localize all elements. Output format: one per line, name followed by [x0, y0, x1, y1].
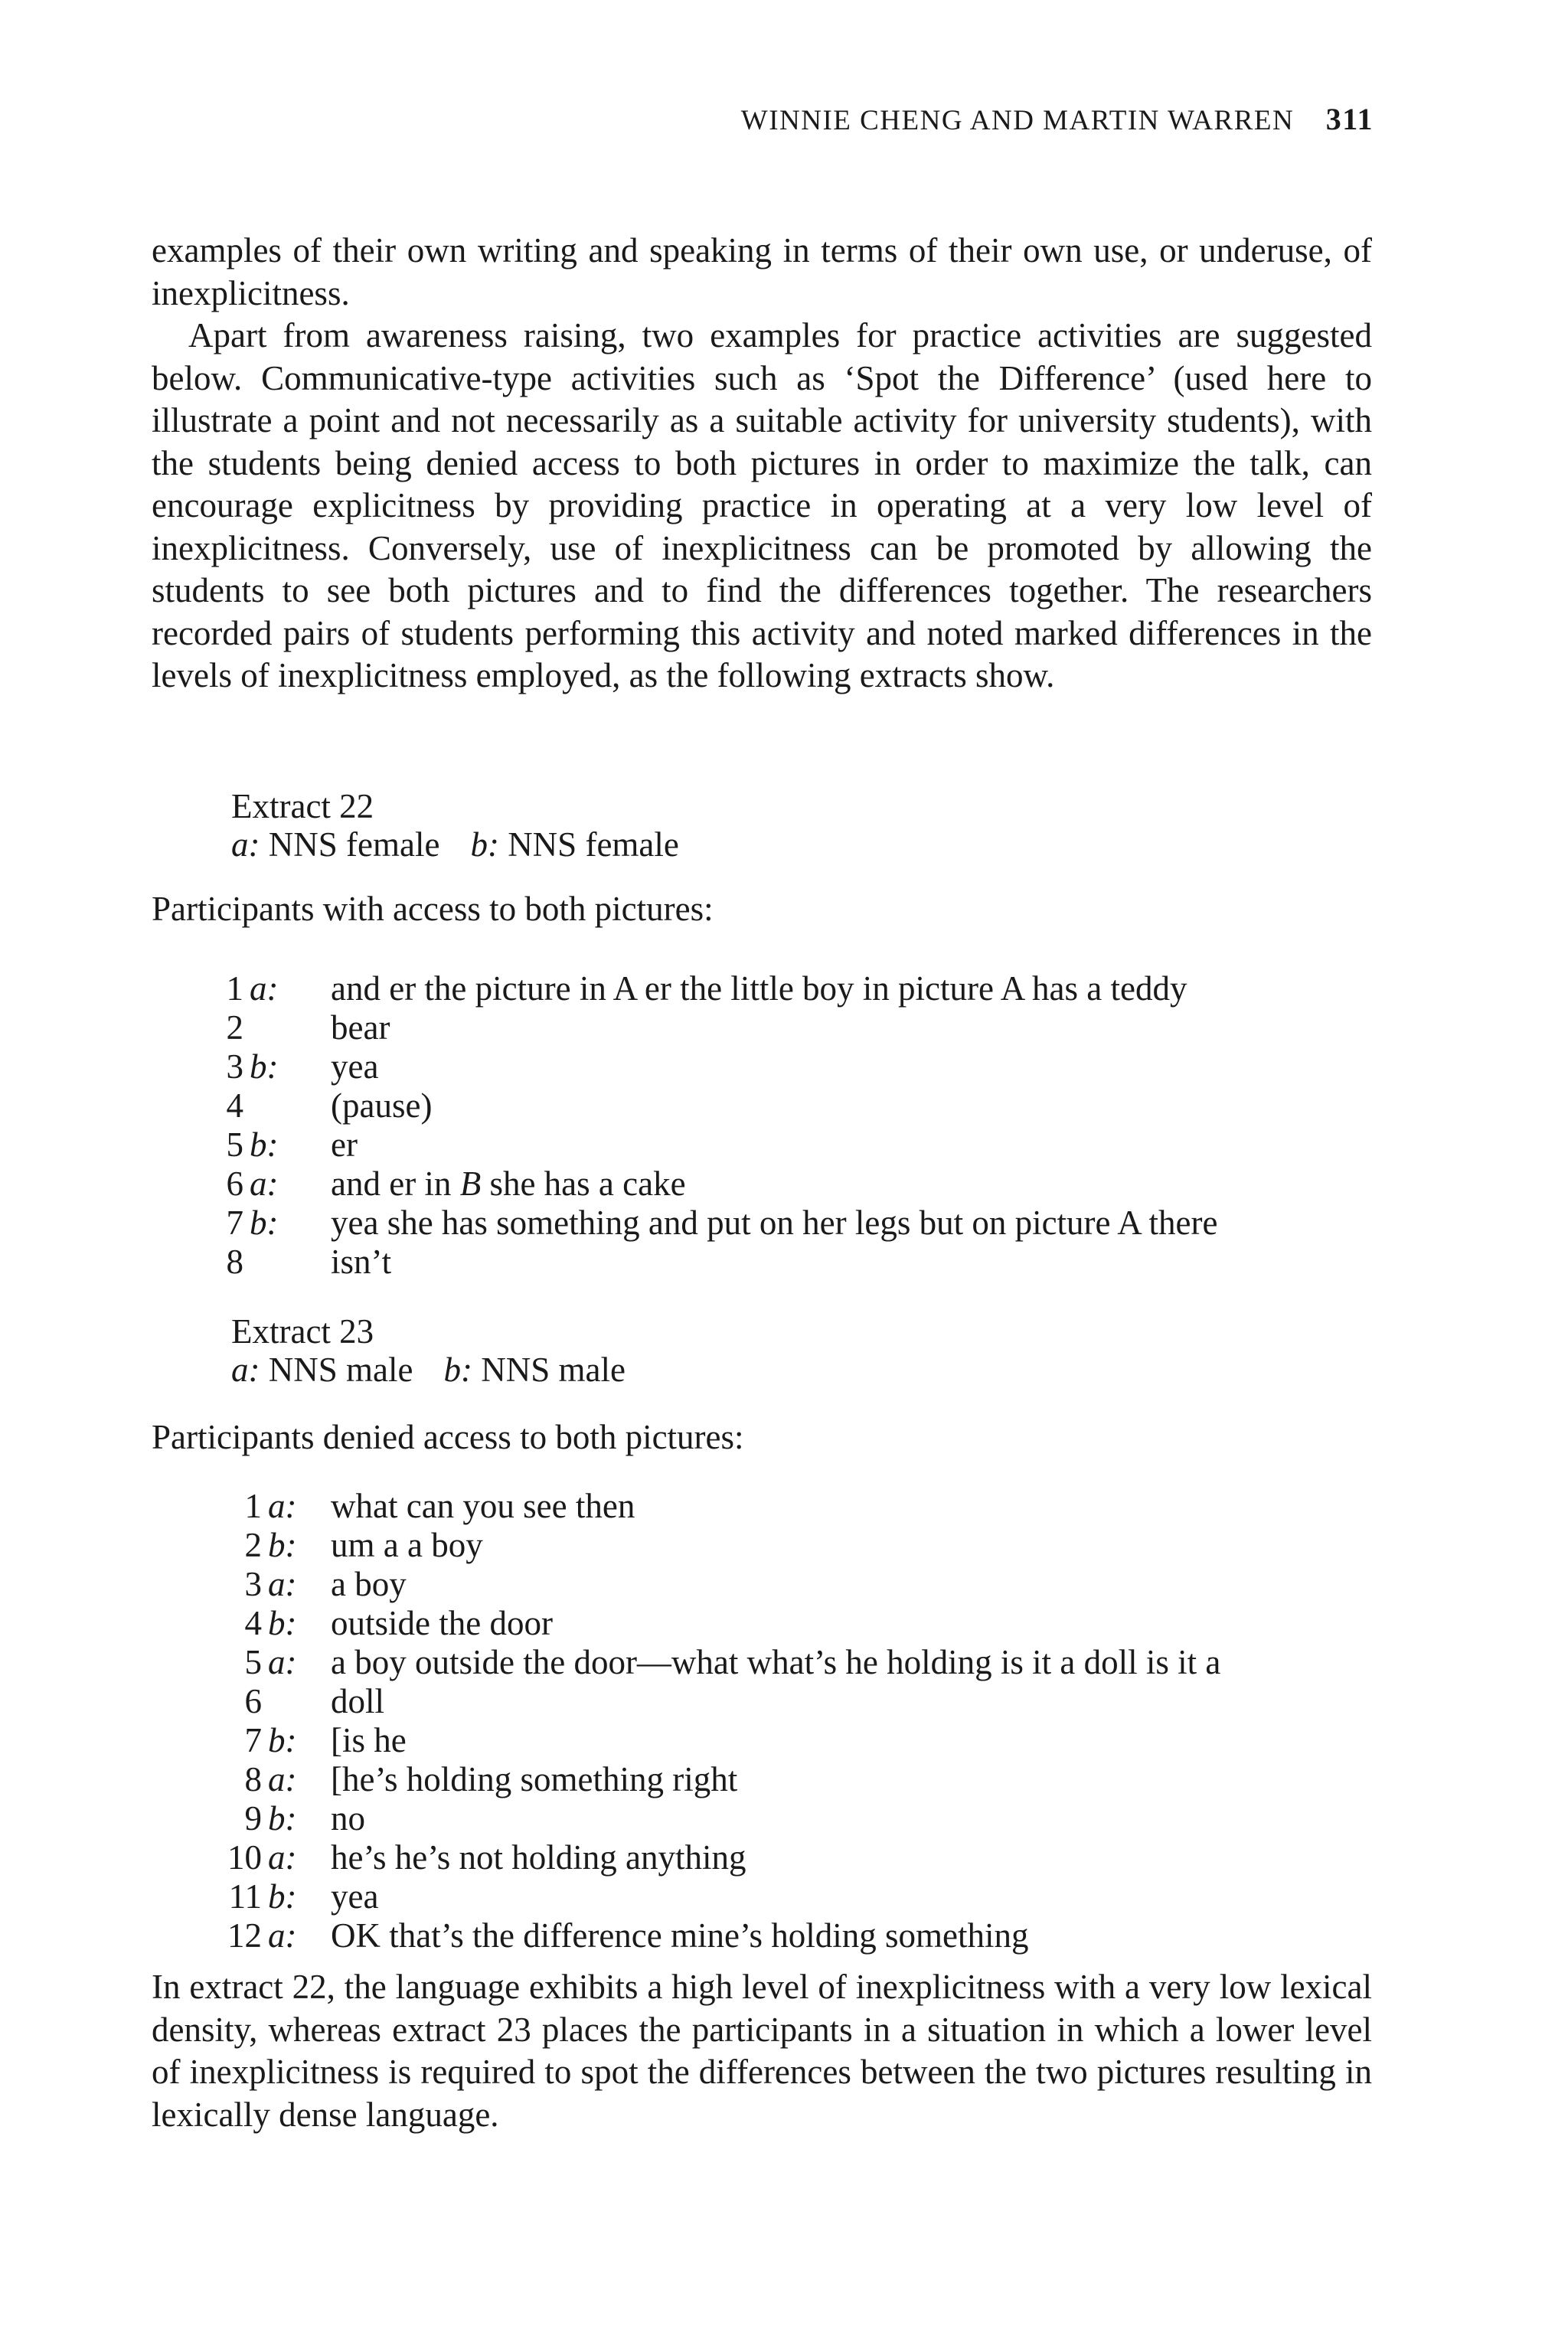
- speaker-code: a:: [268, 1916, 297, 1955]
- transcript-line: [191, 969, 1218, 1008]
- page-number: 311: [1325, 102, 1374, 136]
- speaker-code: a:: [250, 969, 279, 1008]
- utterance: a boy: [331, 1565, 407, 1603]
- utterance: [is he: [331, 1721, 407, 1759]
- transcript-line: [191, 1526, 1220, 1565]
- transcript-line: [191, 1877, 1220, 1916]
- transcript-line: [191, 1760, 1220, 1799]
- line-number: 5: [244, 1643, 262, 1681]
- extract-23-speakers: [231, 1351, 626, 1389]
- line-number: 10: [227, 1838, 262, 1877]
- speaker-code: [250, 1008, 331, 1047]
- utterance: and er the picture in A er the little boy in picture A has a teddy: [331, 969, 1187, 1008]
- running-head: [741, 101, 1374, 137]
- utterance: what can you see then: [331, 1487, 635, 1525]
- line-number: 2: [226, 1008, 243, 1047]
- paragraph-3: In extract 22, the language exhibits a high level of inexplicitness with a very low lexical density, whereas extract 23 places the participants in a situation in which a lower level of inexplicitness is required to spot the differences between the two pictures resulting in lexically dense language.: [152, 1968, 1372, 2134]
- line-number: 1: [244, 1487, 262, 1525]
- transcript-line: [191, 1799, 1220, 1838]
- extract-22-transcript: [191, 969, 1218, 1282]
- speaker-code: [250, 1243, 331, 1282]
- extract-23-speaker-b-desc: NNS male: [481, 1351, 626, 1389]
- speaker-code: b:: [250, 1204, 279, 1242]
- transcript-line: [191, 1487, 1220, 1526]
- line-number: 3: [244, 1565, 262, 1603]
- line-number: 7: [244, 1721, 262, 1759]
- speaker-code: a:: [268, 1760, 297, 1798]
- utterance: OK that’s the difference mine’s holding something: [331, 1916, 1029, 1955]
- line-number: 4: [244, 1604, 262, 1642]
- utterance: he’s he’s not holding anything: [331, 1838, 746, 1877]
- transcript-line: [191, 1008, 1218, 1047]
- speaker-code: a:: [268, 1643, 297, 1681]
- speaker-code: a:: [250, 1165, 279, 1203]
- extract-23-speaker-b-code: b:: [443, 1351, 472, 1389]
- line-number: 3: [226, 1047, 243, 1086]
- extract-23-speaker-a-code: a:: [231, 1351, 260, 1389]
- utterance-post: she has a cake: [481, 1165, 686, 1203]
- speaker-code: b:: [250, 1125, 279, 1164]
- line-number: 1: [226, 969, 243, 1008]
- line-number: 9: [244, 1799, 262, 1838]
- utterance: er: [331, 1125, 358, 1164]
- speaker-code: b:: [268, 1526, 297, 1564]
- utterance: yea: [331, 1877, 379, 1916]
- utterance: yea she has something and put on her legs but on picture A there: [331, 1204, 1218, 1242]
- utterance: no: [331, 1799, 365, 1838]
- speaker-code: [268, 1682, 331, 1721]
- line-number: 7: [226, 1204, 243, 1242]
- utterance: (pause): [331, 1086, 433, 1125]
- transcript-line: [191, 1838, 1220, 1877]
- transcript-line: [191, 1165, 1218, 1204]
- running-head-authors: WINNIE CHENG AND MARTIN WARREN: [740, 105, 1295, 136]
- transcript-line: [191, 1204, 1218, 1243]
- extract-23-speaker-a-desc: NNS male: [268, 1351, 413, 1389]
- utterance: isn’t: [331, 1243, 392, 1281]
- paragraph-2: Apart from awareness raising, two examples for practice activities are suggested below. Communicative-type activities such as ‘Spot the Difference’ (used here to illustrate a point and not necessarily as a suitable activity for university students), with the students being denied access to both pictures in order to maximize the talk, can encourage explicitness by providing practice in operating at a very low level of inexplicitness. Conversely, use of inexplicitness can be promoted by allowing the students to see both pictures and to find the differences together. The researchers recorded pairs of students performing this activity and noted marked differences in the levels of inexplicitness employed, as the following extracts show.: [152, 316, 1372, 694]
- utterance: outside the door: [331, 1604, 553, 1642]
- extract-23-title: Extract 23: [231, 1312, 374, 1351]
- utterance: [he’s holding something right: [331, 1760, 738, 1798]
- utterance: yea: [331, 1047, 379, 1086]
- extract-22-speakers: [231, 825, 679, 864]
- utterance: um a a boy: [331, 1526, 483, 1564]
- line-number: 2: [244, 1526, 262, 1564]
- line-number: 11: [228, 1877, 262, 1916]
- extract-22-speaker-a-code: a:: [231, 825, 260, 864]
- line-number: 12: [227, 1916, 262, 1955]
- line-number: 8: [244, 1760, 262, 1798]
- speaker-code: a:: [268, 1565, 297, 1603]
- extract-22-heading: [231, 787, 679, 864]
- utterance-pre: and er in: [331, 1165, 460, 1203]
- line-number: 4: [226, 1086, 243, 1125]
- extract-22-label: Participants with access to both pictures:: [152, 890, 714, 928]
- speaker-code: b:: [268, 1604, 297, 1642]
- line-number: 8: [226, 1243, 243, 1281]
- speaker-code: b:: [250, 1047, 279, 1086]
- extract-23-transcript: [191, 1487, 1220, 1955]
- speaker-code: b:: [268, 1877, 297, 1916]
- line-number: 6: [244, 1682, 262, 1720]
- speaker-code: b:: [268, 1721, 297, 1759]
- utterance: a boy outside the door—what what’s he holding is it a doll is it a: [331, 1643, 1221, 1681]
- speaker-code: a:: [268, 1838, 297, 1877]
- transcript-line: [191, 1125, 1218, 1165]
- speaker-code: [250, 1086, 331, 1125]
- line-number: 5: [226, 1125, 243, 1164]
- transcript-line: [191, 1565, 1220, 1604]
- transcript-line: [191, 1604, 1220, 1643]
- picture-b-mark: B: [459, 1165, 482, 1203]
- speaker-code: b:: [268, 1799, 297, 1838]
- utterance: bear: [331, 1008, 390, 1047]
- extract-23-label: Participants denied access to both pictures:: [152, 1418, 744, 1456]
- transcript-line: [191, 1047, 1218, 1086]
- extract-22-speaker-a-desc: NNS female: [268, 825, 440, 864]
- extract-22-title: Extract 22: [231, 787, 374, 825]
- transcript-line: [191, 1643, 1220, 1682]
- transcript-line: [191, 1243, 1218, 1282]
- line-number: 6: [226, 1165, 243, 1203]
- transcript-line: [191, 1086, 1218, 1125]
- transcript-line: [191, 1682, 1220, 1721]
- paragraph-1: examples of their own writing and speaking in terms of their own use, or underuse, of inexplicitness.: [152, 231, 1372, 312]
- utterance: [331, 1165, 686, 1204]
- transcript-line: [191, 1721, 1220, 1760]
- extract-23-heading: [231, 1312, 626, 1389]
- extract-22-speaker-b-desc: NNS female: [508, 825, 679, 864]
- transcript-line: [191, 1916, 1220, 1955]
- utterance: doll: [331, 1682, 385, 1720]
- extract-22-speaker-b-code: b:: [470, 825, 499, 864]
- speaker-code: a:: [268, 1487, 297, 1525]
